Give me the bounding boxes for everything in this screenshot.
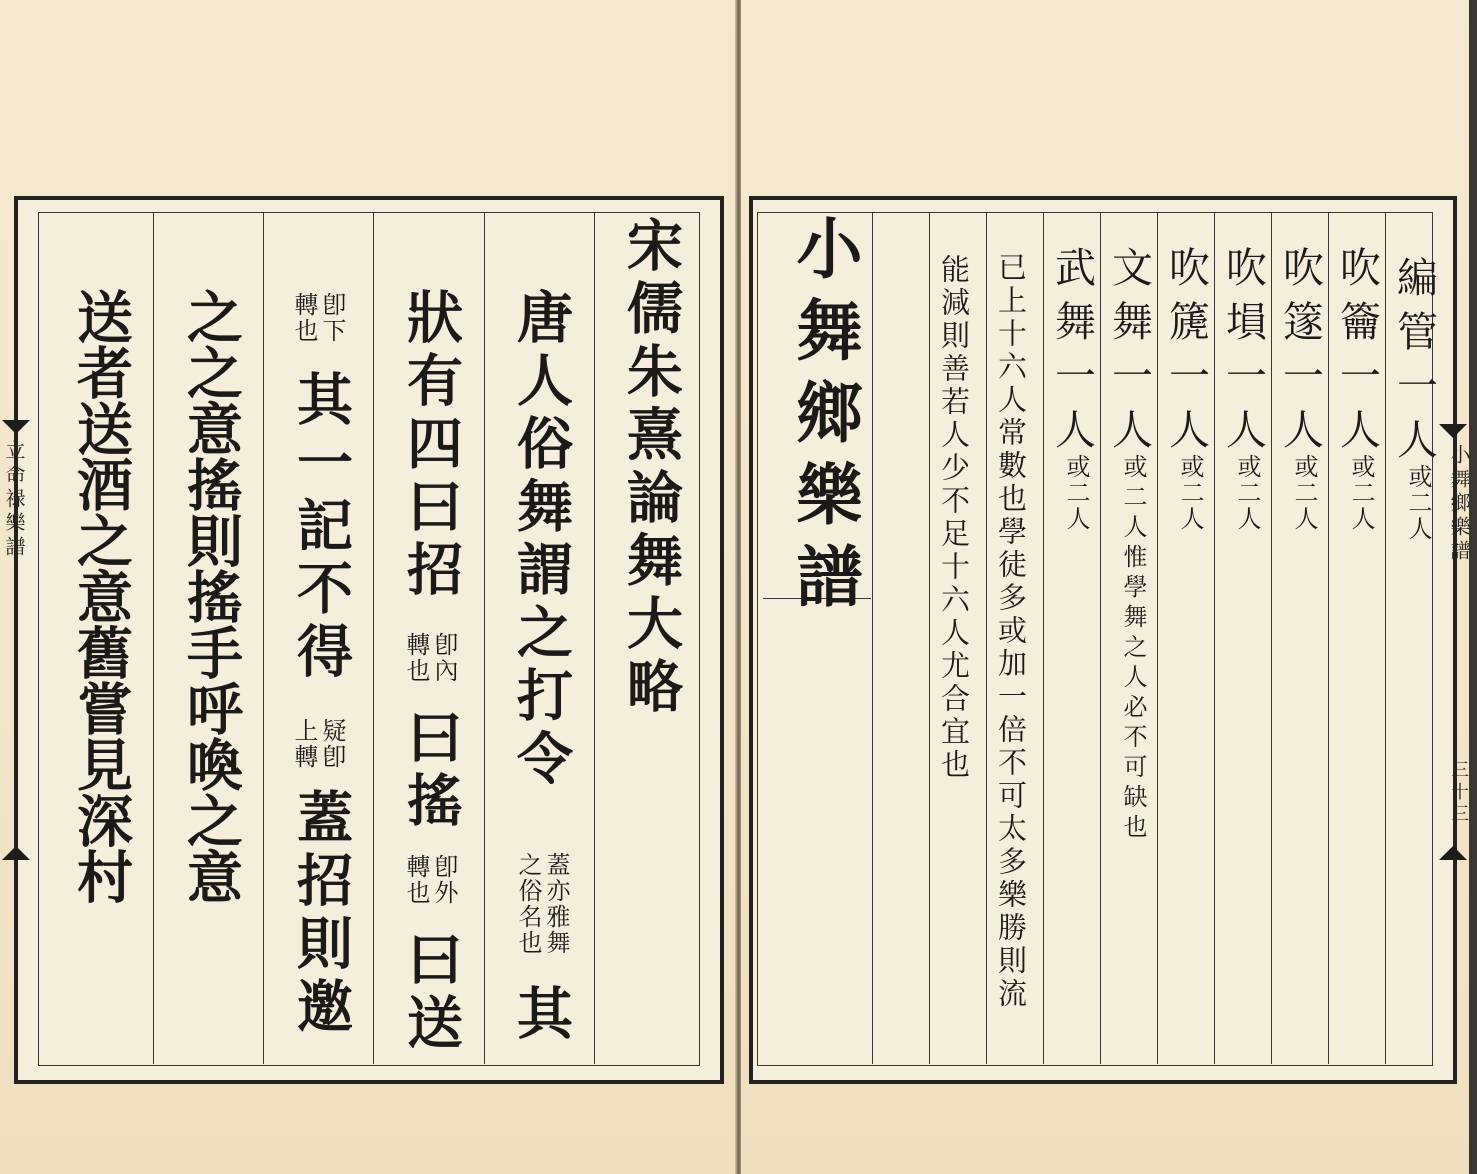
annotation: 上轉 xyxy=(290,718,318,770)
left-page xyxy=(0,0,737,1174)
text-column: 吹篪一人 xyxy=(1162,246,1210,462)
text-column: 送者送酒之意舊嘗見深村 xyxy=(68,288,134,904)
annotation: 或二人惟學舞之人必不可缺也 xyxy=(1119,454,1147,844)
column-rule xyxy=(872,212,873,1064)
text-column: 其 xyxy=(508,984,574,1047)
text-column: 唐人俗舞謂之打令 xyxy=(508,288,574,792)
text-column: 文舞一人 xyxy=(1105,246,1153,462)
annotation: 之俗名也 xyxy=(514,852,542,956)
column-rule xyxy=(1328,212,1329,1064)
text-column: 武舞一人 xyxy=(1048,246,1096,462)
column-rule xyxy=(1100,212,1101,1064)
text-column: 曰搖 xyxy=(398,708,464,834)
text-column: 已上十六人常數也學徒多或加一倍不可太多樂勝則流 xyxy=(994,252,1028,1011)
text-column: 狀有四曰招 xyxy=(398,288,464,603)
section-title: 小舞鄉樂譜 xyxy=(785,214,863,624)
annotation: 或二人 xyxy=(1404,464,1432,542)
annotation: 或二人 xyxy=(1290,454,1318,532)
text-column: 吹籥一人 xyxy=(1333,246,1381,462)
column-rule xyxy=(594,212,595,1064)
column-rule xyxy=(373,212,374,1064)
annotation: 或二人 xyxy=(1233,454,1261,532)
annotation: 或二人 xyxy=(1347,454,1375,532)
column-rule xyxy=(1214,212,1215,1064)
column-rule xyxy=(929,212,930,1064)
text-column: 其一記不得 xyxy=(288,370,354,685)
text-column: 能減則善若人少不足十六人尤合宜也 xyxy=(937,254,971,782)
annotation: 轉也 xyxy=(402,854,430,906)
annotation: 或二人 xyxy=(1062,454,1090,532)
column-rule xyxy=(1043,212,1044,1064)
annotation: 轉也 xyxy=(402,632,430,684)
annotation: 蓋亦雅舞 xyxy=(542,852,570,956)
fishtail-label: 小舞鄉樂譜 xyxy=(1447,444,1471,564)
fishtail-mark xyxy=(1439,424,1467,438)
column-rule xyxy=(153,212,154,1064)
text-column: 之之意搖則搖手呼喚之意 xyxy=(178,288,244,904)
column-rule xyxy=(1271,212,1272,1064)
heading-column: 宋儒朱熹論舞大略 xyxy=(618,216,684,720)
fishtail-mark xyxy=(2,846,30,860)
fishtail-mark xyxy=(1439,846,1467,860)
annotation: 或二人 xyxy=(1176,454,1204,532)
text-column: 蓋招則邀 xyxy=(288,788,354,1040)
page-number: 三十三 xyxy=(1448,760,1469,826)
right-page-border xyxy=(749,196,1457,1084)
column-rule xyxy=(263,212,264,1064)
text-column: 吹篴一人 xyxy=(1276,246,1324,462)
annotation: 轉也 xyxy=(290,292,318,344)
column-rule xyxy=(1157,212,1158,1064)
fishtail-label: 立命禄樂譜 xyxy=(2,440,26,560)
text-column: 編管一人 xyxy=(1390,256,1438,472)
text-column: 吹塤一人 xyxy=(1219,246,1267,462)
column-rule xyxy=(1385,212,1386,1064)
left-inner-border xyxy=(38,212,700,1066)
column-rule xyxy=(986,212,987,1064)
right-page xyxy=(741,0,1469,1174)
annotation: 卽下 xyxy=(318,292,346,344)
left-page-border xyxy=(14,196,724,1084)
column-rule xyxy=(484,212,485,1064)
text-column: 曰送 xyxy=(398,930,464,1056)
annotation: 卽外 xyxy=(430,854,458,906)
annotation: 疑卽 xyxy=(318,718,346,770)
annotation: 卽內 xyxy=(430,632,458,684)
fishtail-mark xyxy=(2,420,30,434)
